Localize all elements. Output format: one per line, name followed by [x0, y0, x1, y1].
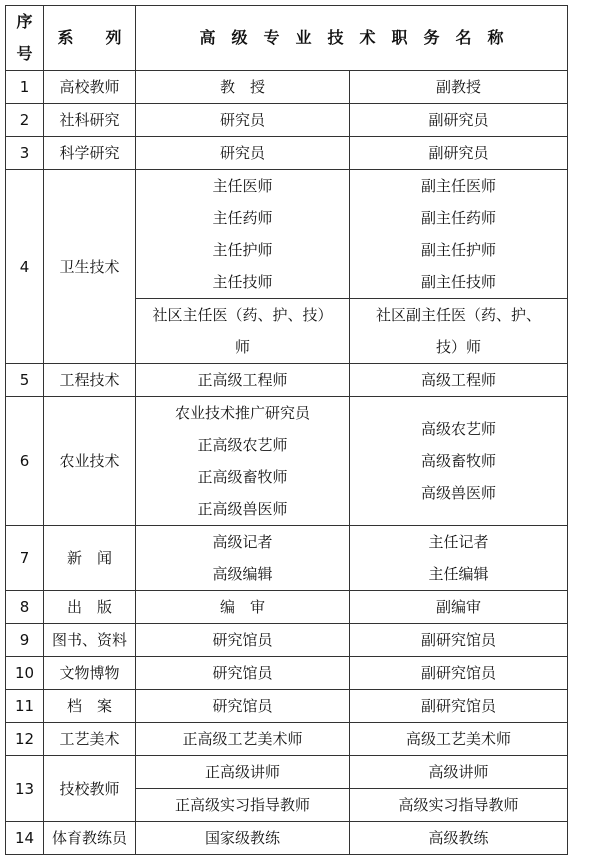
deputy-title: [350, 624, 568, 657]
deputy-title-line: 高级工程师: [420, 371, 496, 389]
senior-title-line: 高级记者: [212, 533, 273, 551]
senior-title: [136, 789, 350, 822]
senior-title: [136, 137, 350, 170]
deputy-title-line: 高级讲师: [428, 763, 489, 781]
deputy-title-line: 高级畜牧师: [420, 452, 496, 470]
table-row: [6, 657, 568, 690]
deputy-title-line: 副研究馆员: [420, 697, 496, 715]
senior-title: [136, 690, 350, 723]
senior-title-line: 正高级讲师: [204, 763, 280, 781]
table-row: [6, 690, 568, 723]
senior-title: [136, 364, 350, 397]
deputy-title-line: 社区副主任医（药、护、: [375, 306, 541, 324]
row-number: 3: [6, 137, 44, 170]
senior-title-line: 社区主任医（药、护、技）: [152, 306, 333, 324]
senior-title-line: 主任药师: [212, 209, 273, 227]
deputy-title-line: 副主任技师: [420, 273, 496, 291]
senior-title: [136, 591, 350, 624]
row-number: 13: [6, 756, 44, 822]
senior-title: [136, 822, 350, 855]
deputy-title-line: 副研究员: [428, 111, 489, 129]
senior-title-line: 国家级教练: [204, 829, 280, 847]
row-number: 14: [6, 822, 44, 855]
series-name: 卫生技术: [44, 170, 136, 364]
deputy-title: [350, 657, 568, 690]
deputy-title-line: 高级教练: [428, 829, 489, 847]
deputy-title: [350, 71, 568, 104]
senior-title-line: 正高级农艺师: [197, 436, 288, 454]
series-name: 技校教师: [44, 756, 136, 822]
senior-title: [136, 71, 350, 104]
series-name: 新 闻: [44, 526, 136, 591]
senior-title: [136, 104, 350, 137]
senior-title-line: 主任护师: [212, 241, 273, 259]
deputy-title: [350, 299, 568, 364]
senior-title: [136, 299, 350, 364]
deputy-title: [350, 137, 568, 170]
deputy-title: [350, 104, 568, 137]
senior-title-line: 编 审: [219, 598, 265, 616]
senior-title-line: 教 授: [219, 78, 265, 96]
senior-title-line: 正高级实习指导教师: [174, 796, 310, 814]
table-row: [6, 756, 568, 789]
header-no: 序号: [6, 6, 44, 71]
series-name: 科学研究: [44, 137, 136, 170]
series-name: 出 版: [44, 591, 136, 624]
header-series: 系 列: [44, 6, 136, 71]
table-body: [6, 71, 568, 855]
senior-title: [136, 723, 350, 756]
series-name: 图书、资料: [44, 624, 136, 657]
senior-title-line: 研究馆员: [212, 631, 273, 649]
senior-title-line: 农业技术推广研究员: [174, 404, 310, 422]
row-number: 8: [6, 591, 44, 624]
deputy-title: [350, 591, 568, 624]
table-row: [6, 822, 568, 855]
deputy-title: [350, 364, 568, 397]
senior-title-line: 正高级畜牧师: [197, 468, 288, 486]
senior-title: [136, 170, 350, 299]
row-number: 2: [6, 104, 44, 137]
series-name: 文物博物: [44, 657, 136, 690]
row-number: 9: [6, 624, 44, 657]
series-name: 农业技术: [44, 397, 136, 526]
deputy-title: [350, 822, 568, 855]
table-row: [6, 526, 568, 591]
table-row: [6, 170, 568, 299]
senior-title: [136, 526, 350, 591]
deputy-title: [350, 756, 568, 789]
row-number: 7: [6, 526, 44, 591]
senior-title: [136, 657, 350, 690]
deputy-title-line: 副研究馆员: [420, 631, 496, 649]
deputy-title-line: 主任编辑: [428, 565, 489, 583]
deputy-title: [350, 170, 568, 299]
series-name: 工艺美术: [44, 723, 136, 756]
deputy-title: [350, 789, 568, 822]
series-name: 档 案: [44, 690, 136, 723]
table-row: [6, 591, 568, 624]
row-number: 12: [6, 723, 44, 756]
row-number: 5: [6, 364, 44, 397]
senior-title-line: 师: [234, 338, 250, 356]
deputy-title: [350, 526, 568, 591]
senior-title: [136, 756, 350, 789]
senior-title-line: 正高级兽医师: [197, 500, 288, 518]
deputy-title-line: 副编审: [435, 598, 481, 616]
table-row: [6, 71, 568, 104]
deputy-title-line: 副主任护师: [420, 241, 496, 259]
series-name: 工程技术: [44, 364, 136, 397]
deputy-title: [350, 690, 568, 723]
deputy-title: [350, 723, 568, 756]
deputy-title-line: 高级实习指导教师: [398, 796, 519, 814]
deputy-title-line: 高级农艺师: [420, 420, 496, 438]
series-name: 高校教师: [44, 71, 136, 104]
deputy-title-line: 副研究馆员: [420, 664, 496, 682]
row-number: 1: [6, 71, 44, 104]
row-number: 6: [6, 397, 44, 526]
header-titles: 高 级 专 业 技 术 职 务 名 称: [136, 6, 568, 71]
table-row: [6, 104, 568, 137]
table-row: [6, 364, 568, 397]
professional-titles-table: [5, 5, 568, 855]
deputy-title-line: 副主任医师: [420, 177, 496, 195]
deputy-title-line: 副研究员: [428, 144, 489, 162]
senior-title-line: 主任技师: [212, 273, 273, 291]
deputy-title-line: 主任记者: [428, 533, 489, 551]
senior-title-line: 主任医师: [212, 177, 273, 195]
senior-title-line: 研究员: [219, 111, 265, 129]
table-row: [6, 624, 568, 657]
senior-title-line: 研究员: [219, 144, 265, 162]
header-row: [6, 6, 568, 71]
row-number: 10: [6, 657, 44, 690]
deputy-title-line: 副教授: [435, 78, 481, 96]
senior-title-line: 研究馆员: [212, 697, 273, 715]
table-row: [6, 723, 568, 756]
row-number: 4: [6, 170, 44, 364]
senior-title-line: 高级编辑: [212, 565, 273, 583]
deputy-title-line: 副主任药师: [420, 209, 496, 227]
deputy-title-line: 技）师: [435, 338, 481, 356]
deputy-title-line: 高级工艺美术师: [405, 730, 511, 748]
series-name: 社科研究: [44, 104, 136, 137]
senior-title: [136, 397, 350, 526]
senior-title-line: 正高级工艺美术师: [182, 730, 303, 748]
row-number: 11: [6, 690, 44, 723]
series-name: 体育教练员: [44, 822, 136, 855]
table-row: [6, 397, 568, 526]
table-row: [6, 137, 568, 170]
deputy-title-line: 高级兽医师: [420, 484, 496, 502]
senior-title-line: 正高级工程师: [197, 371, 288, 389]
deputy-title: [350, 397, 568, 526]
senior-title: [136, 624, 350, 657]
senior-title-line: 研究馆员: [212, 664, 273, 682]
